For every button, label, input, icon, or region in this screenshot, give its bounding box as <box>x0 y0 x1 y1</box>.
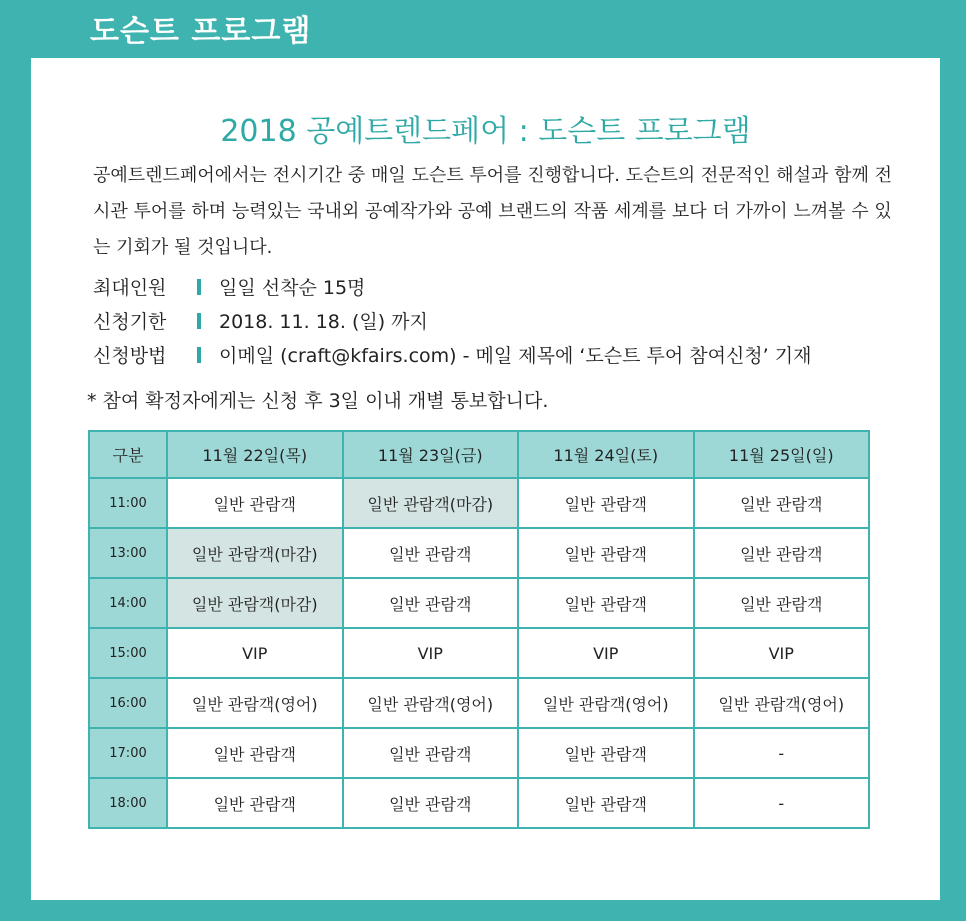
table-header-row <box>89 431 869 478</box>
table-row <box>89 528 869 578</box>
table-cell: - <box>694 778 870 828</box>
table-cell: VIP <box>694 628 870 678</box>
intro-paragraph: 공예트렌드페어에서는 전시기간 중 매일 도슨트 투어를 진행합니다. 도슨트의 전문적인 해설과 함께 전시관 투어를 하며 능력있는 국내외 공예작가와 공예 브랜드의 작품 세계를 보다 더 가까이 느껴볼 수 있는 기회가 될 것입니다. <box>93 165 892 258</box>
table-row <box>89 478 869 528</box>
time-cell: 11:00 <box>89 478 167 528</box>
info-value: 일일 선착순 15명 <box>219 277 366 299</box>
table-cell: 일반 관람객 <box>343 728 519 778</box>
table-cell: VIP <box>343 628 519 678</box>
table-cell-closed: 일반 관람객(마감) <box>343 478 519 528</box>
table-cell: 일반 관람객 <box>518 778 694 828</box>
time-cell: 15:00 <box>89 628 167 678</box>
table-row <box>89 578 869 628</box>
table-row <box>89 628 869 678</box>
table-header-cell: 11월 24일(토) <box>518 431 694 478</box>
info-label: 최대인원 <box>93 277 167 299</box>
time-cell: 14:00 <box>89 578 167 628</box>
table-cell: 일반 관람객 <box>694 478 870 528</box>
table-header-cell: 11월 23일(금) <box>343 431 519 478</box>
table-cell: 일반 관람객 <box>343 778 519 828</box>
info-row-capacity <box>93 271 811 305</box>
program-title: 2018 공예트렌드페어 : 도슨트 프로그램 <box>220 114 751 149</box>
table-cell: 일반 관람객(영어) <box>343 678 519 728</box>
table-cell: VIP <box>167 628 343 678</box>
info-row-method <box>93 339 811 373</box>
table-cell: 일반 관람객 <box>694 578 870 628</box>
table-cell: 일반 관람객 <box>343 528 519 578</box>
table-header-cell: 11월 22일(목) <box>167 431 343 478</box>
info-list <box>93 271 811 373</box>
info-value: 이메일 (craft@kfairs.com) - 메일 제목에 ‘도슨트 투어 참여신청’ 기재 <box>219 345 812 367</box>
info-row-deadline <box>93 305 811 339</box>
table-cell: 일반 관람객 <box>343 578 519 628</box>
table-cell: 일반 관람객 <box>167 728 343 778</box>
notice-text: * 참여 확정자에게는 신청 후 3일 이내 개별 통보합니다. <box>87 390 549 412</box>
table-cell: 일반 관람객 <box>518 528 694 578</box>
table-header-cell: 구분 <box>89 431 167 478</box>
table-cell: 일반 관람객 <box>167 478 343 528</box>
time-cell: 13:00 <box>89 528 167 578</box>
info-value: 2018. 11. 18. (일) 까지 <box>219 311 428 333</box>
table-row <box>89 678 869 728</box>
table-cell: 일반 관람객 <box>694 528 870 578</box>
table-row <box>89 778 869 828</box>
table-cell: 일반 관람객(영어) <box>518 678 694 728</box>
table-header-cell: 11월 25일(일) <box>694 431 870 478</box>
table-cell: - <box>694 728 870 778</box>
table-cell: 일반 관람객(영어) <box>167 678 343 728</box>
page-title: 도슨트 프로그램 <box>90 14 312 49</box>
schedule-table <box>88 430 870 829</box>
table-cell: 일반 관람객 <box>518 728 694 778</box>
info-label: 신청방법 <box>93 345 167 367</box>
table-cell-closed: 일반 관람객(마감) <box>167 528 343 578</box>
time-cell: 17:00 <box>89 728 167 778</box>
info-label: 신청기한 <box>93 311 167 333</box>
table-row <box>89 728 869 778</box>
content-panel <box>31 58 940 900</box>
time-cell: 16:00 <box>89 678 167 728</box>
table-cell: VIP <box>518 628 694 678</box>
time-cell: 18:00 <box>89 778 167 828</box>
table-cell: 일반 관람객 <box>518 578 694 628</box>
separator-bar <box>197 347 201 363</box>
table-cell-closed: 일반 관람객(마감) <box>167 578 343 628</box>
separator-bar <box>197 313 201 329</box>
separator-bar <box>197 279 201 295</box>
table-cell: 일반 관람객 <box>518 478 694 528</box>
table-cell: 일반 관람객(영어) <box>694 678 870 728</box>
table-cell: 일반 관람객 <box>167 778 343 828</box>
